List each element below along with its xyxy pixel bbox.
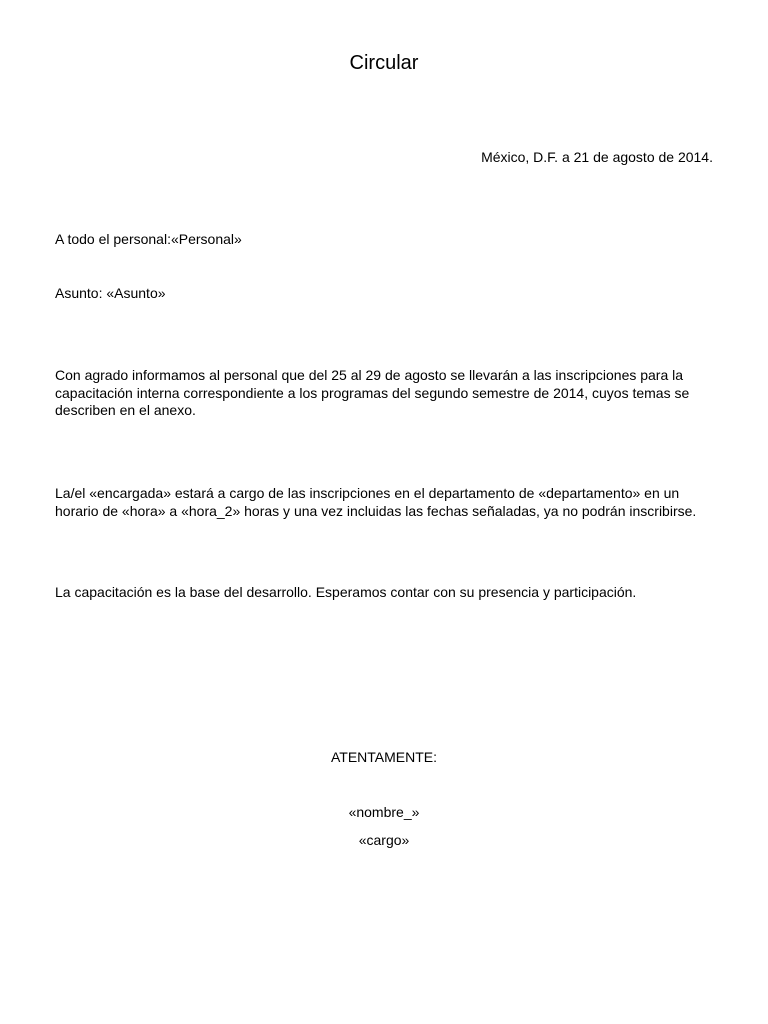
signer-position: «cargo» bbox=[358, 832, 410, 848]
body-paragraph-closing-remark: La capacitación es la base del desarrollo. Esperamos contar con su presencia y participación. bbox=[55, 584, 637, 600]
document-title: Circular bbox=[349, 52, 419, 74]
signer-name: «nombre_» bbox=[348, 804, 420, 820]
body-paragraph-registration: Con agrado informamos al personal que del 25 al 29 de agosto se llevarán a las inscripciones para la capacitación interna correspondiente a los programas del segundo semestre de 2014, cuyos temas se describen en el anexo. bbox=[55, 367, 690, 418]
closing-salutation: ATENTAMENTE: bbox=[330, 749, 438, 765]
body-paragraph-schedule: La/el «encargada» estará a cargo de las inscripciones en el departamento de «departamento» en un horario de «hora» a «hora_2» horas y una vez incluidas las fechas señaladas, ya no podrán inscribirse. bbox=[55, 485, 697, 519]
subject-line: Asunto: «Asunto» bbox=[55, 285, 166, 301]
recipient-line: A todo el personal:«Personal» bbox=[55, 231, 242, 247]
place-date: México, D.F. a 21 de agosto de 2014. bbox=[481, 149, 713, 165]
